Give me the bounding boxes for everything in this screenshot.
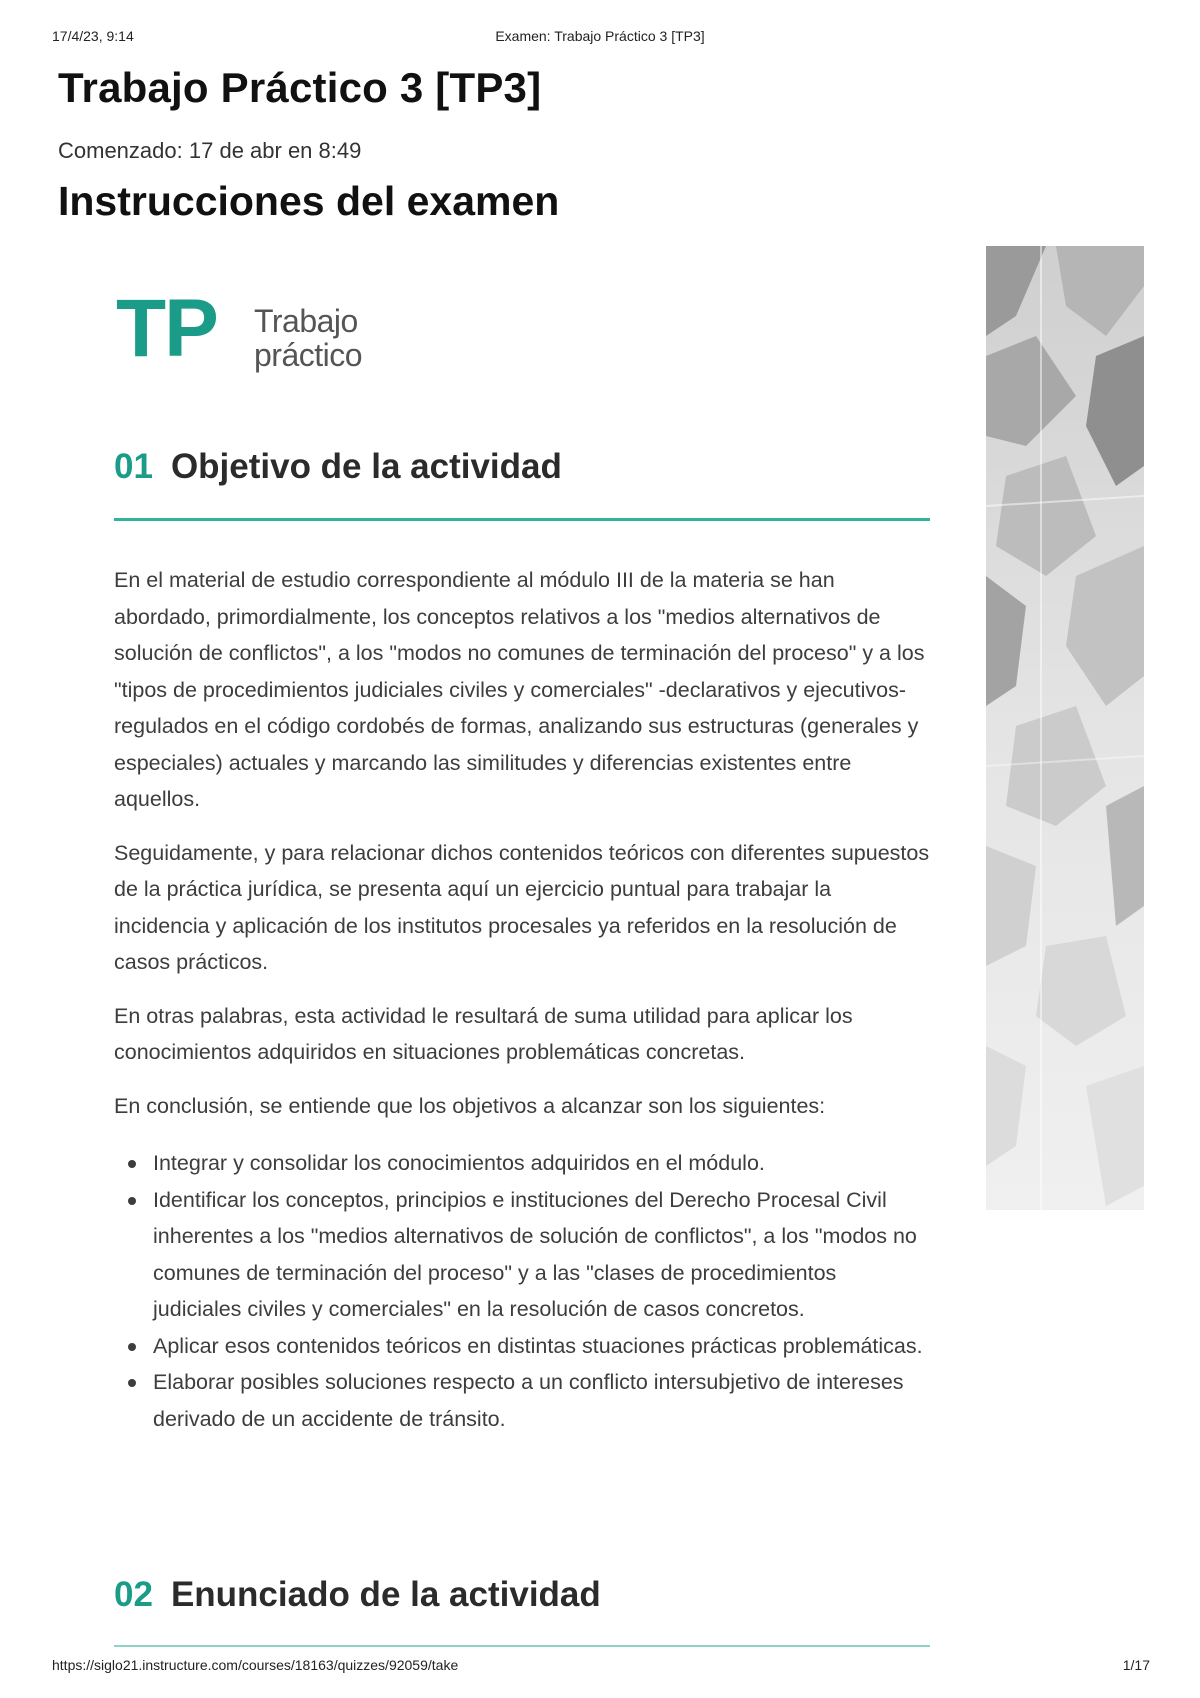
list-item: Integrar y consolidar los conocimientos adquiridos en el módulo. [114,1145,930,1182]
tp-logo-line1: Trabajo [254,303,358,339]
section-1-title: Objetivo de la actividad [170,447,562,486]
tp-logo-text [254,304,362,372]
section-1-body [114,562,930,1141]
tp-logo-mark: TP [116,283,217,374]
print-header [0,28,1200,48]
section-1-number: 01 [114,447,153,486]
section-1-heading [114,447,930,487]
paragraph: En otras palabras, esta actividad le resultará de suma utilidad para aplicar los conocimientos adquiridos en situaciones problemáticas concretas. [114,1003,853,1064]
list-item: Elaborar posibles soluciones respecto a un conflicto intersubjetivo de intereses derivado de un accidente de tránsito. [114,1364,930,1437]
started-line [58,138,361,164]
instructions-heading: Instrucciones del examen [58,178,560,224]
print-page-title: Examen: Trabajo Práctico 3 [TP3] [495,28,705,44]
page-url: https://siglo21.instructure.com/courses/18163/quizzes/92059/take [52,1657,459,1673]
section-2-number: 02 [114,1575,153,1614]
started-value: 17 de abr en 8:49 [188,138,362,163]
paragraph: En conclusión, se entiende que los objetivos a alcanzar son los siguientes: [114,1093,826,1118]
section-2-divider [114,1645,930,1647]
list-item: Identificar los conceptos, principios e instituciones del Derecho Procesal Civil inherentes a los "medios alternativos de solución de conflictos", a los "modos no comunes de terminación del proceso" y a las "clases de procedimientos judiciales civiles y comerciales" en la resolución de casos concretos. [114,1182,930,1328]
list-item: Aplicar esos contenidos teóricos en distintas stuaciones prácticas problemáticas. [114,1328,930,1365]
paragraph: Seguidamente, y para relacionar dichos contenidos teóricos con diferentes supuestos de la práctica jurídica, se presenta aquí un ejercicio puntual para trabajar la incidencia y aplicación de los institutos procesales ya referidos en la resolución de casos prácticos. [114,840,930,974]
section-2-title: Enunciado de la actividad [170,1575,601,1614]
section-2-heading [114,1575,930,1615]
print-datetime: 17/4/23, 9:14 [52,28,134,44]
paragraph: En el material de estudio correspondiente al módulo III de la materia se han abordado, primordialmente, los conceptos relativos a los "medios alternativos de solución de conflictos", a los "modos no comunes de terminación del proceso" y a los "tipos de procedimientos judiciales civiles y comerciales" -declarativos y ejecutivos- regulados en el código cordobés de formas, analizando sus estructuras (generales y especiales) actuales y marcando las similitudes y diferencias existentes entre aquellos. [114,568,925,811]
page-indicator: 1/17 [1122,1657,1150,1673]
tp-logo-line2: práctico [254,337,363,373]
architecture-illustration [986,246,1144,1210]
started-label: Comenzado: [58,138,183,163]
decorative-architecture-image [986,246,1144,1210]
print-footer [0,1657,1200,1677]
quiz-title: Trabajo Práctico 3 [TP3] [58,64,542,111]
section-1-divider [114,518,930,521]
objectives-list [114,1145,930,1437]
